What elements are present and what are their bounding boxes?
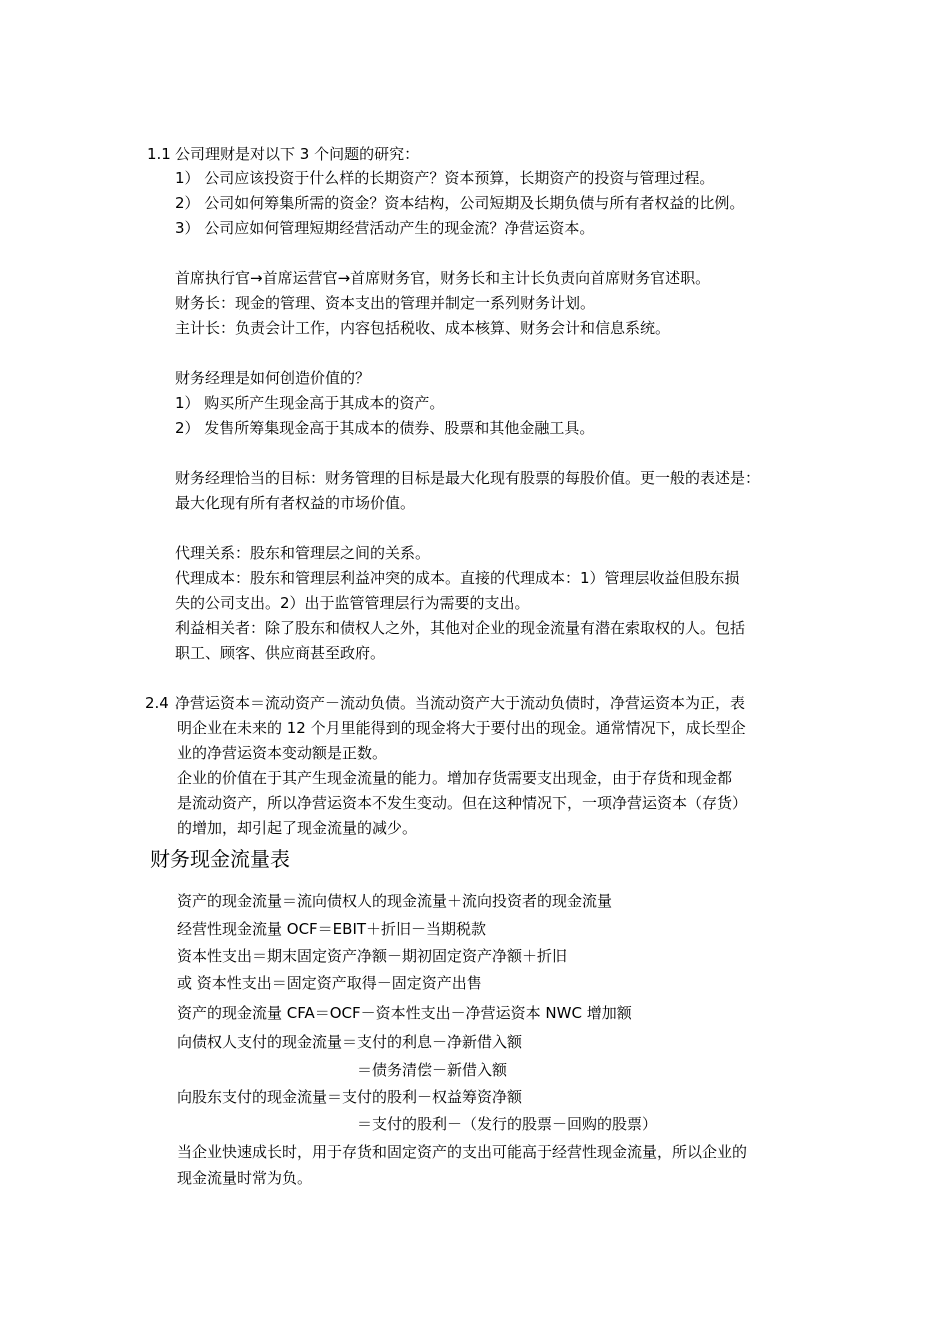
cash-flow-line: 资产的现金流量＝流向债权人的现金流量＋流向投资者的现金流量	[177, 892, 613, 910]
value-creation-line: 1） 购买所产生现金高于其成本的资产。	[175, 394, 445, 412]
nwc-line: 是流动资产，所以净营运资本不发生变动。但在这种情况下，一项净营运资本（存货）	[177, 794, 748, 812]
nwc-line: 企业的价值在于其产生现金流量的能力。增加存货需要支出现金，由于存货和现金都	[177, 769, 733, 787]
goal-line: 最大化现有所有者权益的市场价值。	[175, 494, 416, 512]
cash-flow-line: ＝债务清偿－新借入额	[357, 1061, 508, 1079]
officers-line: 主计长：负责会计工作，内容包括税收、成本核算、财务会计和信息系统。	[175, 319, 671, 337]
agency-line: 代理关系：股东和管理层之间的关系。	[175, 544, 431, 562]
cash-flow-line: 经营性现金流量 OCF＝EBIT＋折旧－当期税款	[177, 920, 487, 938]
officers-line: 首席执行官→首席运营官→首席财务官，财务长和主计长负责向首席财务官述职。	[175, 269, 711, 287]
section-number: 2.4	[145, 694, 169, 712]
question-item: 1） 公司应该投资于什么样的长期资产？资本预算，长期资产的投资与管理过程。	[175, 169, 715, 187]
nwc-line: 的增加，却引起了现金流量的减少。	[177, 819, 418, 837]
cash-flow-line: 向股东支付的现金流量＝支付的股利－权益筹资净额	[177, 1088, 523, 1106]
agency-line: 失的公司支出。2）出于监管管理层行为需要的支出。	[175, 594, 530, 612]
agency-line: 代理成本：股东和管理层利益冲突的成本。直接的代理成本：1）管理层收益但股东损	[175, 569, 740, 587]
section-number: 1.1	[147, 145, 171, 163]
cash-flow-line: 当企业快速成长时，用于存货和固定资产的支出可能高于经营性现金流量，所以企业的	[177, 1143, 748, 1161]
cash-flow-line: 或 资本性支出＝固定资产取得－固定资产出售	[177, 974, 482, 992]
cash-flow-line: 向债权人支付的现金流量＝支付的利息－净新借入额	[177, 1033, 523, 1051]
question-item: 2） 公司如何筹集所需的资金？资本结构，公司短期及长期负债与所有者权益的比例。	[175, 194, 745, 212]
section-intro: 公司理财是对以下 3 个问题的研究：	[175, 145, 420, 163]
nwc-line: 净营运资本＝流动资产－流动负债。当流动资产大于流动负债时，净营运资本为正，表	[175, 694, 746, 712]
cash-flow-line: 资本性支出＝期末固定资产净额－期初固定资产净额＋折旧	[177, 947, 568, 965]
officers-line: 财务长：现金的管理、资本支出的管理并制定一系列财务计划。	[175, 294, 596, 312]
agency-line: 职工、顾客、供应商甚至政府。	[175, 644, 386, 662]
nwc-line: 业的净营运资本变动额是正数。	[177, 744, 388, 762]
agency-line: 利益相关者：除了股东和债权人之外，其他对企业的现金流量有潜在索取权的人。包括	[175, 619, 746, 637]
goal-line: 财务经理恰当的目标：财务管理的目标是最大化现有股票的每股价值。更一般的表述是：	[175, 469, 761, 487]
cash-flow-line: 资产的现金流量 CFA＝OCF－资本性支出－净营运资本 NWC 增加额	[177, 1004, 632, 1022]
cash-flow-line: ＝支付的股利－（发行的股票－回购的股票）	[357, 1115, 658, 1133]
value-creation-line: 2） 发售所筹集现金高于其成本的债券、股票和其他金融工具。	[175, 419, 595, 437]
cash-flow-heading: 财务现金流量表	[150, 847, 290, 871]
nwc-line: 明企业在未来的 12 个月里能得到的现金将大于要付出的现金。通常情况下，成长型企	[177, 719, 746, 737]
question-item: 3） 公司应如何管理短期经营活动产生的现金流？净营运资本。	[175, 219, 595, 237]
value-creation-line: 财务经理是如何创造价值的？	[175, 369, 371, 387]
cash-flow-line: 现金流量时常为负。	[177, 1169, 313, 1187]
